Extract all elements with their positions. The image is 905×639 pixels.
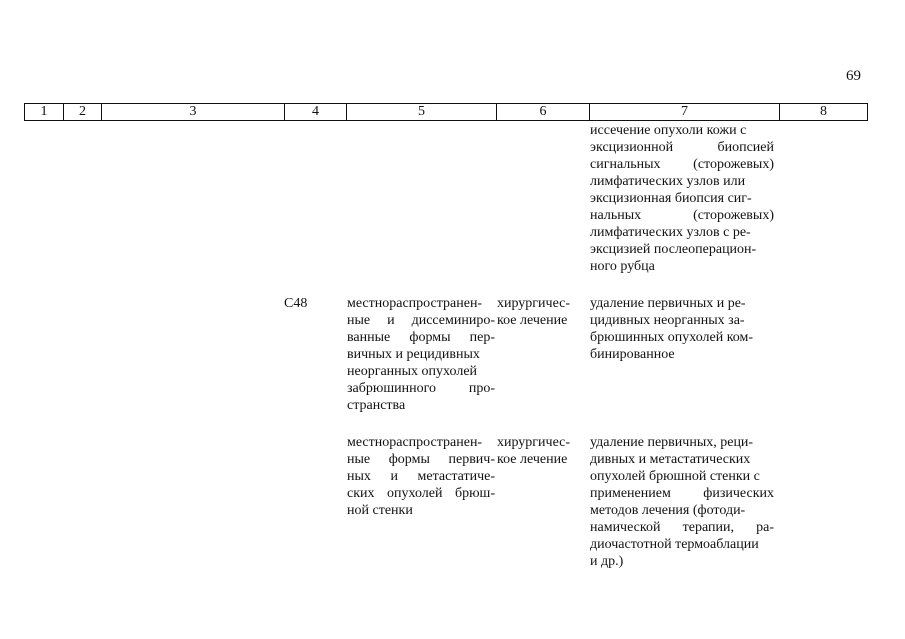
header-col-3: 3 xyxy=(102,104,285,121)
text-line: ных и метастатиче- xyxy=(347,469,495,484)
text-line: ные и диссеминиро- xyxy=(347,313,495,328)
row-1-treatment-type xyxy=(497,295,581,329)
text-line: опухолей брюшной стенки с xyxy=(590,469,760,484)
text-line: намической терапии, ра- xyxy=(590,520,774,535)
text-line: применением физических xyxy=(590,486,774,501)
text-line: вичных и рецидивных xyxy=(347,347,480,362)
text-line: забрюшинного про- xyxy=(347,381,495,396)
text-line: и др.) xyxy=(590,554,624,569)
text-line: цидивных неорганных за- xyxy=(590,313,745,328)
text-line: ного рубца xyxy=(590,259,655,274)
text-line: брюшинных опухолей ком- xyxy=(590,330,754,345)
text-line: местнораспространен- xyxy=(347,296,483,311)
text-line: нальных (сторожевых) xyxy=(590,208,774,223)
text-line: лимфатических узлов или xyxy=(590,174,746,189)
row-2-treatment-type xyxy=(497,434,581,468)
row-2-diagnosis xyxy=(347,434,495,519)
text-line: ные формы первич- xyxy=(347,452,495,467)
text-line: удаление первичных и ре- xyxy=(590,296,746,311)
text-line: дивных и метастатических xyxy=(590,452,751,467)
page-number: 69 xyxy=(846,68,861,84)
column-number-header xyxy=(24,103,868,121)
row-1-treatment-method xyxy=(590,295,774,363)
row-1-diagnosis xyxy=(347,295,495,414)
text-line: ванные формы пер- xyxy=(347,330,495,345)
text-line: сигнальных (сторожевых) xyxy=(590,157,774,172)
text-line: кое лечение xyxy=(497,313,568,328)
header-col-2: 2 xyxy=(64,104,102,121)
continuation-treatment-method xyxy=(590,122,774,275)
text-line: ной стенки xyxy=(347,503,413,518)
row-1-code: C48 xyxy=(284,296,308,311)
header-col-1: 1 xyxy=(25,104,64,121)
header-col-8: 8 xyxy=(780,104,868,121)
text-line: иссечение опухоли кожи с xyxy=(590,123,747,138)
text-line: хирургичес- xyxy=(497,296,571,311)
header-col-6: 6 xyxy=(497,104,590,121)
text-line: эксцизионной биопсией xyxy=(590,140,774,155)
header-col-5: 5 xyxy=(347,104,497,121)
text-line: лимфатических узлов с ре- xyxy=(590,225,751,240)
text-line: эксцизионная биопсия сиг- xyxy=(590,191,752,206)
text-line: бинированное xyxy=(590,347,675,362)
text-line: ских опухолей брюш- xyxy=(347,486,495,501)
text-line: местнораспространен- xyxy=(347,435,483,450)
text-line: странства xyxy=(347,398,406,413)
text-line: диочастотной термоаблации xyxy=(590,537,759,552)
text-line: эксцизией послеоперацион- xyxy=(590,242,757,257)
header-col-4: 4 xyxy=(285,104,347,121)
text-line: методов лечения (фотоди- xyxy=(590,503,746,518)
text-line: хирургичес- xyxy=(497,435,571,450)
text-line: неорганных опухолей xyxy=(347,364,478,379)
text-line: удаление первичных, реци- xyxy=(590,435,754,450)
text-line: кое лечение xyxy=(497,452,568,467)
header-col-7: 7 xyxy=(590,104,780,121)
row-2-treatment-method xyxy=(590,434,774,570)
